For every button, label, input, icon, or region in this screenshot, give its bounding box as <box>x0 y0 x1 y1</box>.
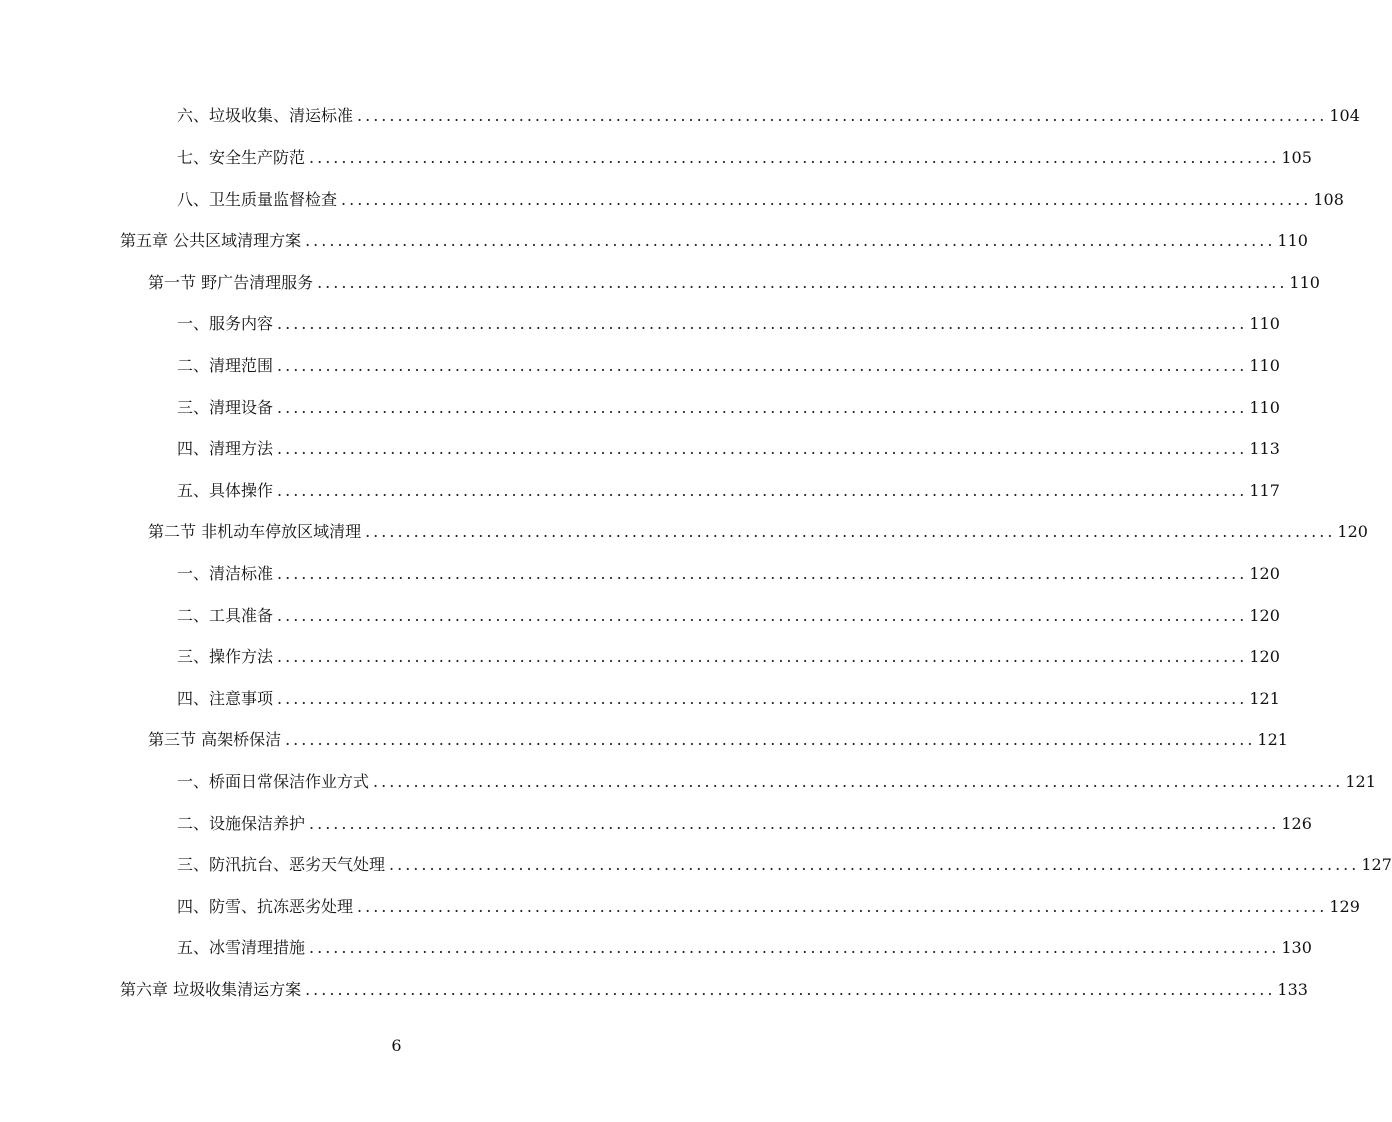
toc-leader-dots: ........................................................................................................................ <box>341 190 1312 209</box>
toc-entry-title: 三、清理设备 <box>177 398 274 417</box>
toc-entry-page: 121 <box>1249 689 1280 708</box>
toc-entry-page: 110 <box>1249 314 1280 333</box>
toc-entry-title: 四、清理方法 <box>177 439 274 458</box>
toc-entry-section[interactable] <box>148 519 1368 545</box>
toc-entry-page: 117 <box>1249 481 1280 500</box>
toc-entry-title: 六、垃圾收集、清运标准 <box>177 106 354 125</box>
toc-leader-dots: ........................................................................................................................ <box>309 148 1280 167</box>
toc-entry[interactable] <box>177 852 1392 878</box>
toc-entry-title: 八、卫生质量监督检查 <box>177 190 338 209</box>
toc-leader-dots: ........................................................................................................................ <box>277 356 1248 375</box>
toc-entry-page: 129 <box>1329 897 1360 916</box>
toc-entry-page: 113 <box>1249 439 1280 458</box>
toc-entry-page: 127 <box>1361 855 1392 874</box>
toc-leader-dots: ........................................................................................................................ <box>305 231 1276 250</box>
toc-leader-dots: ........................................................................................................................ <box>285 730 1256 749</box>
toc-entry[interactable] <box>177 395 1280 421</box>
toc-entry-title: 四、注意事项 <box>177 689 274 708</box>
toc-entry-page: 126 <box>1281 814 1312 833</box>
toc-entry-title: 第六章 垃圾收集清运方案 <box>120 980 302 999</box>
toc-entry-section[interactable] <box>148 727 1288 753</box>
toc-leader-dots: ........................................................................................................................ <box>277 439 1248 458</box>
toc-leader-dots: ........................................................................................................................ <box>277 647 1248 666</box>
toc-entry[interactable] <box>177 935 1312 961</box>
toc-entry[interactable] <box>177 103 1360 129</box>
toc-entry[interactable] <box>177 436 1280 462</box>
toc-entry[interactable] <box>177 353 1280 379</box>
toc-entry-page: 105 <box>1281 148 1312 167</box>
toc-entry[interactable] <box>177 894 1360 920</box>
toc-entry-title: 五、具体操作 <box>177 481 274 500</box>
toc-entry-page: 110 <box>1277 231 1308 250</box>
toc-entry[interactable] <box>177 561 1280 587</box>
toc-entry[interactable] <box>177 478 1280 504</box>
toc-entry-title: 一、桥面日常保洁作业方式 <box>177 772 370 791</box>
toc-entry-page: 130 <box>1281 938 1312 957</box>
toc-entry[interactable] <box>177 811 1312 837</box>
toc-leader-dots: ........................................................................................................................ <box>277 689 1248 708</box>
toc-leader-dots: ........................................................................................................................ <box>305 980 1276 999</box>
toc-entry-title: 七、安全生产防范 <box>177 148 306 167</box>
toc-leader-dots: ........................................................................................................................ <box>277 398 1248 417</box>
toc-entry-title: 第三节 高架桥保洁 <box>148 730 282 749</box>
toc-entry-title: 三、防汛抗台、恶劣天气处理 <box>177 855 386 874</box>
toc-entry-title: 第一节 野广告清理服务 <box>148 273 314 292</box>
toc-entry-title: 五、冰雪清理措施 <box>177 938 306 957</box>
toc-leader-dots: ........................................................................................................................ <box>389 855 1360 874</box>
toc-entry[interactable] <box>177 686 1280 712</box>
toc-leader-dots: ........................................................................................................................ <box>357 897 1328 916</box>
toc-entry-page: 120 <box>1249 606 1280 625</box>
toc-entry-page: 121 <box>1257 730 1288 749</box>
toc-entry-page: 120 <box>1249 564 1280 583</box>
toc-leader-dots: ........................................................................................................................ <box>277 606 1248 625</box>
toc-entry[interactable] <box>177 311 1280 337</box>
toc-entry-title: 二、清理范围 <box>177 356 274 375</box>
toc-entry-page: 110 <box>1289 273 1320 292</box>
toc-entry-title: 三、操作方法 <box>177 647 274 666</box>
toc-entry-title: 一、服务内容 <box>177 314 274 333</box>
toc-entry-page: 133 <box>1277 980 1308 999</box>
toc-entry[interactable] <box>177 769 1376 795</box>
toc-leader-dots: ........................................................................................................................ <box>277 564 1248 583</box>
toc-entry-chapter[interactable] <box>120 228 1308 254</box>
toc-entry[interactable] <box>177 603 1280 629</box>
toc-entry[interactable] <box>177 187 1344 213</box>
toc-entry[interactable] <box>177 145 1312 171</box>
toc-entry-page: 104 <box>1329 106 1360 125</box>
toc-entry-title: 四、防雪、抗冻恶劣处理 <box>177 897 354 916</box>
toc-leader-dots: ........................................................................................................................ <box>277 314 1248 333</box>
toc-entry-title: 第二节 非机动车停放区域清理 <box>148 522 362 541</box>
toc-leader-dots: ........................................................................................................................ <box>309 814 1280 833</box>
toc-entry-page: 120 <box>1249 647 1280 666</box>
toc-entry-title: 一、清洁标准 <box>177 564 274 583</box>
toc-leader-dots: ........................................................................................................................ <box>357 106 1328 125</box>
toc-entry-section[interactable] <box>148 270 1320 296</box>
toc-entry-title: 二、工具准备 <box>177 606 274 625</box>
toc-leader-dots: ........................................................................................................................ <box>309 938 1280 957</box>
toc-entry-page: 120 <box>1337 522 1368 541</box>
toc-leader-dots: ........................................................................................................................ <box>373 772 1344 791</box>
toc-entry[interactable] <box>177 644 1280 670</box>
toc-entry-page: 108 <box>1313 190 1344 209</box>
toc-leader-dots: ........................................................................................................................ <box>277 481 1248 500</box>
toc-entry-title: 第五章 公共区域清理方案 <box>120 231 302 250</box>
toc-entry-page: 110 <box>1249 398 1280 417</box>
toc-leader-dots: ........................................................................................................................ <box>317 273 1288 292</box>
page-number: 6 <box>391 1036 402 1055</box>
toc-entry-page: 121 <box>1345 772 1376 791</box>
toc-entry-chapter[interactable] <box>120 977 1308 1003</box>
toc-leader-dots: ........................................................................................................................ <box>365 522 1336 541</box>
toc-entry-title: 二、设施保洁养护 <box>177 814 306 833</box>
toc-entry-page: 110 <box>1249 356 1280 375</box>
